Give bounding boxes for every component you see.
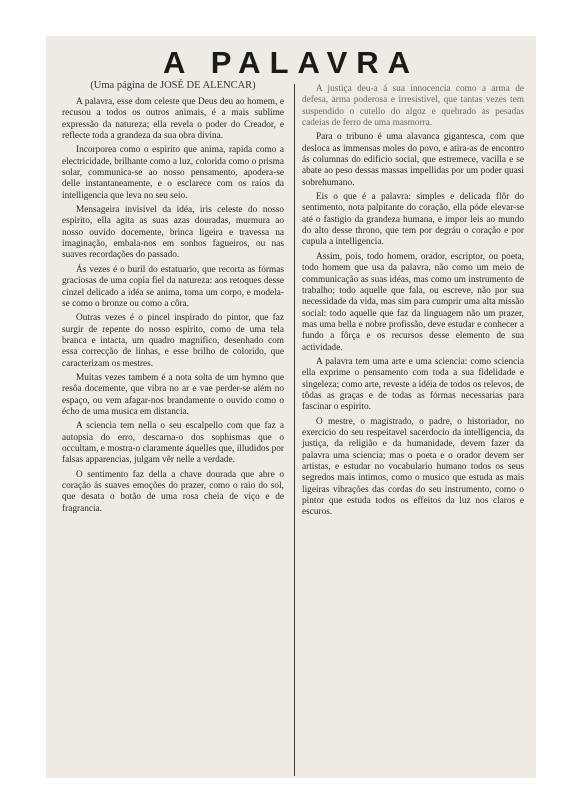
paragraph: Ás vezes é o buril do estatuario, que recorta as fórmas graciosas de uma copia fiel da natureza: aos retoques desse cinzel delicado a idéa se anima, toma um corpo, e modela-se como o bronze ou como a côra. xyxy=(62,264,284,309)
paragraph: A justiça deu-a á sua innocencia como a arma de defesa, arma poderosa e irresistivel, que tantas vezes tem suspendido o cutello do algoz e quebrado as pesadas cadeias de ferro de uma masmorra. xyxy=(302,84,524,129)
right-column xyxy=(302,84,524,522)
newspaper-page xyxy=(46,36,536,778)
paragraph: Outras vezes é o pincel inspirado do pintor, que faz surgir de repente do nosso espirito, como de uma tela branca e intacta, um quadro magnifico, desenhado com essa correcção de linhas, e esse brilho de colorido, que caracterizam os mestres. xyxy=(62,313,284,369)
paragraph: A palavra tem uma arte e uma sciencia: como sciencia ella exprime o pensamento com toda a sua fidelidade e singeleza; como arte, reveste a idéia de todos os relevos, de tôdas as graças e de todas as fórmas necessarias para fascinar o espirito. xyxy=(302,356,524,413)
paragraph: A palavra, esse dom celeste que Deus deu ao homem, e recusou a todos os outros animais, é a mais sublime expressão da natureza; ella revela o poder do Creador, e reflecte toda a grandeza da sua obra divina. xyxy=(62,97,284,142)
page-title: A PALAVRA xyxy=(162,45,420,80)
paragraph: O mestre, o magistrado, o padre, o historiador, no exercicio do seu respeitavel sacerdocio da intelligencia, da justiça, da religião e da humanidade, devem fazer da palavra uma sciencia; mas o poeta e o orador devem ser artistas, e estudar no vocabulario humano todos os seus segredos mais intimos, como o musico que estuda as mais ligeiras vibrações das cordas do seu instrumento, como o pintor que estuda todos os effeitos da luz nos claros e escuros. xyxy=(302,416,524,518)
paragraph: Assim, pois, todo homem, orador, escriptor, ou poeta, todo homem que usa da palavra, não como um meio de communicação as suas idéas, mas como um instrumento de trabalho; todo aquelle que fala, ou escreve, não por sua necessidade da vida, mas sim para cumprir uma alta missão social: todo aquelle que faz da linguagem não um prazer, mas uma bella e nobre profissão, deve estudar e conhecer a fundo a fôrça e os recursos desse elemento de sua actividade. xyxy=(302,251,524,353)
paragraph: Muitas vezes tambem é a nota solta de um hymno que resôa docemente, que vibra no ar e vae perder-se além no espaço, ou vem afagar-nos brandamente o ouvido como o écho de uma musica em distancia. xyxy=(62,372,284,417)
paragraph: Mensageira invisivel da idéa, iris celeste do nosso espirito, ella agita as suas azas douradas, murmura ao nosso ouvido docemente, brinca ligeira e travessa na imaginação, embala-nos em sonhos fagueiros, ou nas suaves recordações do passado. xyxy=(62,205,284,261)
paragraph: Para o tribuno é uma alavanca gigantesca, com que desloca as immensas moles do povo, e atira-as de encontro ás columnas do edificio social, que estremece, vacilla e se abate ao peso dessas massas impellidas por um poder quasi sobrehumano. xyxy=(302,132,524,188)
column-divider xyxy=(294,84,295,776)
left-column xyxy=(62,97,284,518)
paragraph: A sciencia tem nella o seu escalpello com que faz a autopsia do erro, descarna-o dos sophismas que o occultam, e mostra-o claramente áquelles que, illudidos por falsas apparencias, julgam vêr nelle a verdade. xyxy=(62,421,284,466)
paragraph: Incorporea como o espirito que anima, rapida como a electricidade, brilhante como a luz, colorida como o prisma solar, communica-se ao nosso pensamento, apodera-se delle instantaneamente, e o esclarece com os raios da intelligencia que leva no seu seio. xyxy=(62,145,284,201)
article-subtitle: (Uma página de JOSÉ DE ALENCAR) xyxy=(90,80,256,91)
paragraph: Eis o que é a palavra: simples e delicada flôr do sentimento, nota palpitante do coração, ella póde elevar-se até o fastigio da grandeza humana, e impor leis ao mundo do alto desse throno, que tem por degráu o coração e por cupula a intelligencia. xyxy=(302,192,524,248)
paragraph: O sentimento faz della a chave dourada que abre o coração ás suaves emoções do prazer, como o raio do sol, que desata o botão de uma rosa cheia de viço e de fragrancia. xyxy=(62,469,284,514)
